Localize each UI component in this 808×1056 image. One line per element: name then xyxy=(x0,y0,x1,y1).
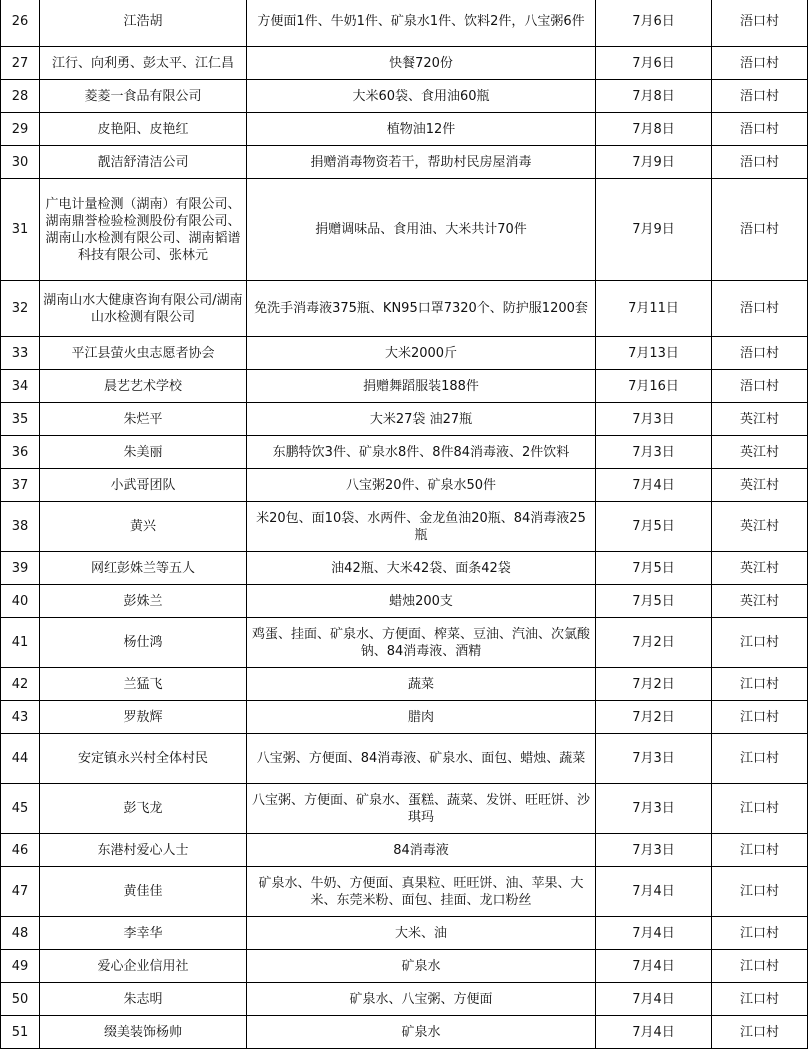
village-name: 浯口村 xyxy=(712,370,808,403)
table-row xyxy=(1,585,808,618)
donated-items: 捐赠调味品、食用油、大米共计70件 xyxy=(247,179,596,281)
donor-name: 爱心企业信用社 xyxy=(40,950,247,983)
donation-date: 7月2日 xyxy=(596,668,712,701)
row-number: 30 xyxy=(1,146,40,179)
table-row xyxy=(1,917,808,950)
table-row xyxy=(1,403,808,436)
donor-name: 彭姝兰 xyxy=(40,585,247,618)
donor-name: 江行、向利勇、彭太平、江仁昌 xyxy=(40,47,247,80)
donation-date: 7月16日 xyxy=(596,370,712,403)
table-row xyxy=(1,0,808,47)
donation-date: 7月3日 xyxy=(596,436,712,469)
donor-name: 晨艺艺术学校 xyxy=(40,370,247,403)
donated-items: 植物油12件 xyxy=(247,113,596,146)
donor-name: 皮艳阳、皮艳红 xyxy=(40,113,247,146)
row-number: 27 xyxy=(1,47,40,80)
row-number: 35 xyxy=(1,403,40,436)
donated-items: 蔬菜 xyxy=(247,668,596,701)
donated-items: 方便面1件、牛奶1件、矿泉水1件、饮料2件，八宝粥6件 xyxy=(247,0,596,47)
table-row xyxy=(1,179,808,281)
donated-items: 矿泉水、八宝粥、方便面 xyxy=(247,983,596,1016)
donor-name: 罗敖辉 xyxy=(40,701,247,734)
village-name: 江口村 xyxy=(712,734,808,784)
donation-table-body xyxy=(1,0,808,1049)
donated-items: 米20包、面10袋、水两件、金龙鱼油20瓶、84消毒液25瓶 xyxy=(247,502,596,552)
table-row xyxy=(1,47,808,80)
village-name: 江口村 xyxy=(712,618,808,668)
donation-date: 7月8日 xyxy=(596,80,712,113)
table-row xyxy=(1,867,808,917)
row-number: 43 xyxy=(1,701,40,734)
table-row xyxy=(1,436,808,469)
donor-name: 缀美装饰杨帅 xyxy=(40,1016,247,1049)
table-row xyxy=(1,281,808,337)
donated-items: 捐赠舞蹈服装188件 xyxy=(247,370,596,403)
donor-name: 靓洁舒清洁公司 xyxy=(40,146,247,179)
donor-name: 菱菱一食品有限公司 xyxy=(40,80,247,113)
donor-name: 东港村爱心人士 xyxy=(40,834,247,867)
row-number: 45 xyxy=(1,784,40,834)
table-row xyxy=(1,469,808,502)
village-name: 英江村 xyxy=(712,403,808,436)
donor-name: 江浩胡 xyxy=(40,0,247,47)
donor-name: 平江县萤火虫志愿者协会 xyxy=(40,337,247,370)
row-number: 37 xyxy=(1,469,40,502)
table-row xyxy=(1,618,808,668)
table-row xyxy=(1,80,808,113)
donation-date: 7月3日 xyxy=(596,834,712,867)
donated-items: 大米、油 xyxy=(247,917,596,950)
row-number: 26 xyxy=(1,0,40,47)
village-name: 英江村 xyxy=(712,469,808,502)
table-row xyxy=(1,668,808,701)
table-row xyxy=(1,337,808,370)
donated-items: 东鹏特饮3件、矿泉水8件、8件84消毒液、2件饮料 xyxy=(247,436,596,469)
donated-items: 蜡烛200支 xyxy=(247,585,596,618)
row-number: 38 xyxy=(1,502,40,552)
row-number: 36 xyxy=(1,436,40,469)
donated-items: 矿泉水 xyxy=(247,950,596,983)
village-name: 江口村 xyxy=(712,983,808,1016)
donation-date: 7月8日 xyxy=(596,113,712,146)
village-name: 浯口村 xyxy=(712,337,808,370)
donation-date: 7月2日 xyxy=(596,618,712,668)
donor-name: 安定镇永兴村全体村民 xyxy=(40,734,247,784)
donated-items: 免洗手消毒液375瓶、KN95口罩7320个、防护服1200套 xyxy=(247,281,596,337)
donation-date: 7月4日 xyxy=(596,469,712,502)
donation-date: 7月6日 xyxy=(596,47,712,80)
village-name: 英江村 xyxy=(712,585,808,618)
donated-items: 八宝粥20件、矿泉水50件 xyxy=(247,469,596,502)
donated-items: 八宝粥、方便面、84消毒液、矿泉水、面包、蜡烛、蔬菜 xyxy=(247,734,596,784)
village-name: 浯口村 xyxy=(712,179,808,281)
donation-date: 7月4日 xyxy=(596,917,712,950)
donation-date: 7月13日 xyxy=(596,337,712,370)
row-number: 51 xyxy=(1,1016,40,1049)
village-name: 江口村 xyxy=(712,917,808,950)
donation-date: 7月3日 xyxy=(596,784,712,834)
donated-items: 快餐720份 xyxy=(247,47,596,80)
donated-items: 大米60袋、食用油60瓶 xyxy=(247,80,596,113)
row-number: 48 xyxy=(1,917,40,950)
row-number: 50 xyxy=(1,983,40,1016)
donor-name: 李幸华 xyxy=(40,917,247,950)
donation-date: 7月3日 xyxy=(596,403,712,436)
row-number: 44 xyxy=(1,734,40,784)
village-name: 江口村 xyxy=(712,701,808,734)
donation-date: 7月4日 xyxy=(596,983,712,1016)
village-name: 江口村 xyxy=(712,950,808,983)
row-number: 46 xyxy=(1,834,40,867)
donor-name: 黄佳佳 xyxy=(40,867,247,917)
donation-date: 7月4日 xyxy=(596,867,712,917)
table-row xyxy=(1,734,808,784)
donation-date: 7月9日 xyxy=(596,146,712,179)
row-number: 49 xyxy=(1,950,40,983)
donation-date: 7月9日 xyxy=(596,179,712,281)
row-number: 31 xyxy=(1,179,40,281)
table-row xyxy=(1,113,808,146)
row-number: 41 xyxy=(1,618,40,668)
donor-name: 杨仕鸿 xyxy=(40,618,247,668)
village-name: 江口村 xyxy=(712,1016,808,1049)
donated-items: 油42瓶、大米42袋、面条42袋 xyxy=(247,552,596,585)
donated-items: 矿泉水、牛奶、方便面、真果粒、旺旺饼、油、苹果、大米、东莞米粉、面包、挂面、龙口粉丝 xyxy=(247,867,596,917)
donor-name: 朱志明 xyxy=(40,983,247,1016)
donor-name: 小武哥团队 xyxy=(40,469,247,502)
village-name: 浯口村 xyxy=(712,146,808,179)
row-number: 39 xyxy=(1,552,40,585)
village-name: 江口村 xyxy=(712,867,808,917)
donor-name: 广电计量检测（湖南）有限公司、湖南鼎誉检验检测股份有限公司、湖南山水检测有限公司、湖南韬谱科技有限公司、张林元 xyxy=(40,179,247,281)
donation-date: 7月11日 xyxy=(596,281,712,337)
row-number: 33 xyxy=(1,337,40,370)
donation-date: 7月5日 xyxy=(596,585,712,618)
village-name: 浯口村 xyxy=(712,113,808,146)
row-number: 28 xyxy=(1,80,40,113)
village-name: 英江村 xyxy=(712,552,808,585)
donated-items: 84消毒液 xyxy=(247,834,596,867)
table-row xyxy=(1,146,808,179)
row-number: 32 xyxy=(1,281,40,337)
table-row xyxy=(1,834,808,867)
row-number: 42 xyxy=(1,668,40,701)
village-name: 江口村 xyxy=(712,668,808,701)
donated-items: 腊肉 xyxy=(247,701,596,734)
village-name: 浯口村 xyxy=(712,47,808,80)
donation-date: 7月6日 xyxy=(596,0,712,47)
village-name: 江口村 xyxy=(712,784,808,834)
table-row xyxy=(1,502,808,552)
donor-name: 朱美丽 xyxy=(40,436,247,469)
donation-date: 7月4日 xyxy=(596,1016,712,1049)
village-name: 英江村 xyxy=(712,502,808,552)
row-number: 29 xyxy=(1,113,40,146)
row-number: 40 xyxy=(1,585,40,618)
donor-name: 湖南山水大健康咨询有限公司/湖南山水检测有限公司 xyxy=(40,281,247,337)
donation-date: 7月3日 xyxy=(596,734,712,784)
table-row xyxy=(1,552,808,585)
table-row xyxy=(1,701,808,734)
donated-items: 矿泉水 xyxy=(247,1016,596,1049)
donor-name: 朱烂平 xyxy=(40,403,247,436)
table-row xyxy=(1,784,808,834)
donated-items: 大米27袋 油27瓶 xyxy=(247,403,596,436)
donor-name: 网红彭姝兰等五人 xyxy=(40,552,247,585)
village-name: 英江村 xyxy=(712,436,808,469)
table-row xyxy=(1,983,808,1016)
donor-name: 兰猛飞 xyxy=(40,668,247,701)
village-name: 江口村 xyxy=(712,834,808,867)
row-number: 47 xyxy=(1,867,40,917)
table-row xyxy=(1,950,808,983)
donated-items: 鸡蛋、挂面、矿泉水、方便面、榨菜、豆油、汽油、次氯酸钠、84消毒液、酒精 xyxy=(247,618,596,668)
donation-date: 7月5日 xyxy=(596,502,712,552)
table-row xyxy=(1,370,808,403)
donated-items: 大米2000斤 xyxy=(247,337,596,370)
village-name: 浯口村 xyxy=(712,0,808,47)
table-row xyxy=(1,1016,808,1049)
donation-date: 7月4日 xyxy=(596,950,712,983)
village-name: 浯口村 xyxy=(712,80,808,113)
donation-date: 7月5日 xyxy=(596,552,712,585)
donor-name: 黄兴 xyxy=(40,502,247,552)
donated-items: 八宝粥、方便面、矿泉水、蛋糕、蔬菜、发饼、旺旺饼、沙琪玛 xyxy=(247,784,596,834)
donation-date: 7月2日 xyxy=(596,701,712,734)
donated-items: 捐赠消毒物资若干，帮助村民房屋消毒 xyxy=(247,146,596,179)
row-number: 34 xyxy=(1,370,40,403)
village-name: 浯口村 xyxy=(712,281,808,337)
donor-name: 彭飞龙 xyxy=(40,784,247,834)
